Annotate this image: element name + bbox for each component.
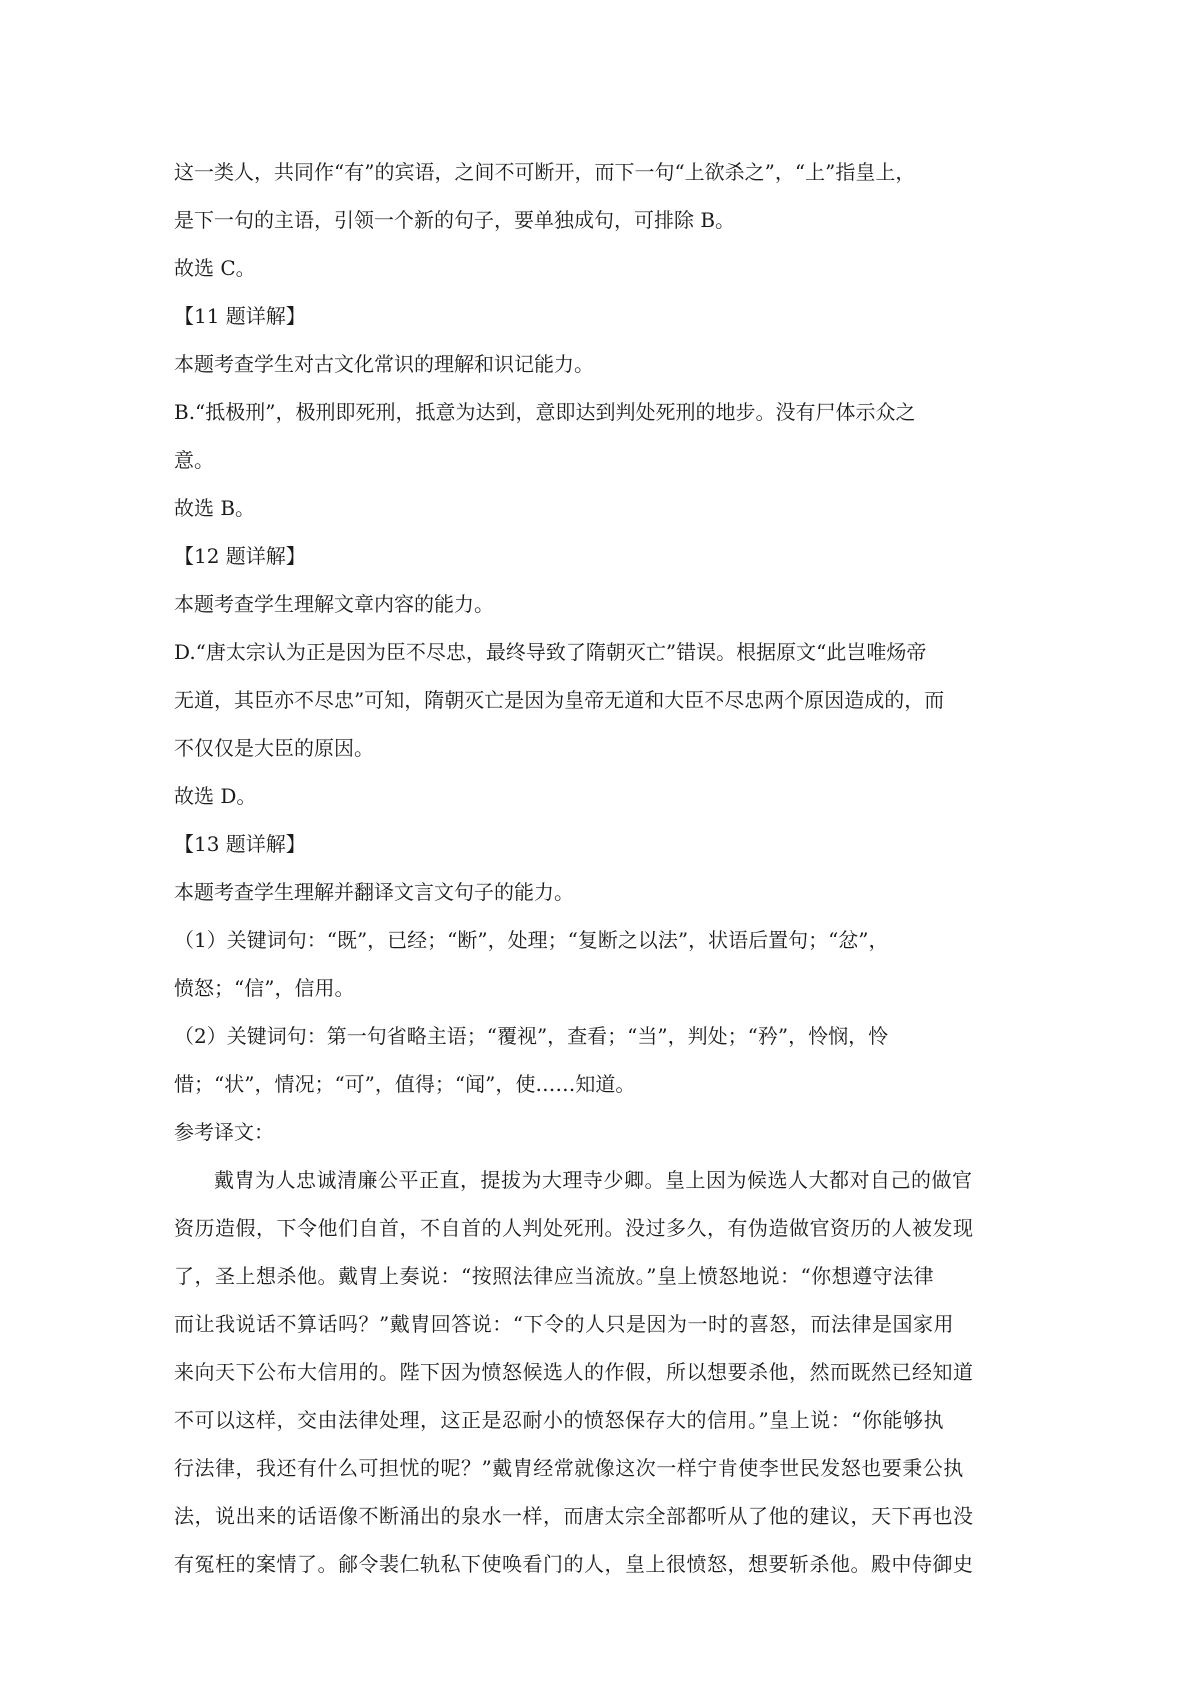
answer-line: 故选 C。 bbox=[174, 256, 256, 280]
text-line: D.“唐太宗认为正是因为臣不尽忠，最终导致了隋朝灭亡”错误。根据原文“此岂唯炀帝 bbox=[174, 640, 927, 664]
text-line: B.“抵极刑”，极刑即死刑，抵意为达到，意即达到判处死刑的地步。没有尸体示众之 bbox=[174, 400, 916, 424]
text-line: 本题考查学生对古文化常识的理解和识记能力。 bbox=[174, 352, 594, 376]
section-heading-13: 【13 题详解】 bbox=[174, 832, 306, 856]
answer-explanation bbox=[174, 148, 1040, 1588]
text-line: （1）关键词句：“既”，已经；“断”，处理；“复断之以法”，状语后置句；“忿”， bbox=[174, 928, 889, 952]
answer-line: 故选 D。 bbox=[174, 784, 257, 808]
text-line: 不仅仅是大臣的原因。 bbox=[174, 736, 374, 760]
reference-translation bbox=[174, 1156, 1040, 1588]
text-line: 无道，其臣亦不尽忠”可知，隋朝灭亡是因为皇帝无道和大臣不尽忠两个原因造成的，而 bbox=[174, 688, 945, 712]
translation-line: 了，圣上想杀他。戴胄上奏说：“按照法律应当流放。”皇上愤怒地说：“你想遵守法律 bbox=[174, 1264, 935, 1288]
translation-line: 行法律，我还有什么可担忧的呢？”戴胄经常就像这次一样宁肯使李世民发怒也要秉公执 bbox=[174, 1456, 964, 1480]
text-line: 本题考查学生理解文章内容的能力。 bbox=[174, 592, 494, 616]
text-line: 这一类人，共同作“有”的宾语，之间不可断开，而下一句“上欲杀之”，“上”指皇上， bbox=[174, 160, 916, 184]
answer-line: 故选 B。 bbox=[174, 496, 256, 520]
section-heading-11: 【11 题详解】 bbox=[174, 304, 306, 328]
text-line: 意。 bbox=[174, 448, 214, 472]
text-line: 本题考查学生理解并翻译文言文句子的能力。 bbox=[174, 880, 574, 904]
translation-line: 不可以这样，交由法律处理，这正是忍耐小的愤怒保存大的信用。”皇上说：“你能够执 bbox=[174, 1408, 944, 1432]
translation-line: 有冤枉的案情了。鄃令裴仁轨私下使唤看门的人，皇上很愤怒，想要斩杀他。殿中侍御史 bbox=[174, 1552, 974, 1576]
translation-line: 而让我说话不算话吗？”戴胄回答说：“下令的人只是因为一时的喜怒，而法律是国家用 bbox=[174, 1312, 954, 1336]
section-heading-12: 【12 题详解】 bbox=[174, 544, 306, 568]
translation-heading: 参考译文： bbox=[174, 1120, 274, 1144]
text-line: 愤怒；“信”，信用。 bbox=[174, 976, 355, 1000]
translation-line: 资历造假，下令他们自首，不自首的人判处死刑。没过多久，有伪造做官资历的人被发现 bbox=[174, 1216, 974, 1240]
translation-line: 来向天下公布大信用的。陛下因为愤怒候选人的作假，所以想要杀他，然而既然已经知道 bbox=[174, 1360, 974, 1384]
translation-line: 法，说出来的话语像不断涌出的泉水一样，而唐太宗全部都听从了他的建议，天下再也没 bbox=[174, 1504, 974, 1528]
text-line: （2）关键词句：第一句省略主语；“覆视”，查看；“当”，判处；“矜”，怜悯，怜 bbox=[174, 1024, 889, 1048]
text-line: 是下一句的主语，引领一个新的句子，要单独成句，可排除 B。 bbox=[174, 208, 736, 232]
text-line: 惜；“状”，情况；“可”，值得；“闻”，使……知道。 bbox=[174, 1072, 636, 1096]
translation-line: 戴胄为人忠诚清廉公平正直，提拔为大理寺少卿。皇上因为候选人大都对自己的做官 bbox=[214, 1168, 973, 1192]
